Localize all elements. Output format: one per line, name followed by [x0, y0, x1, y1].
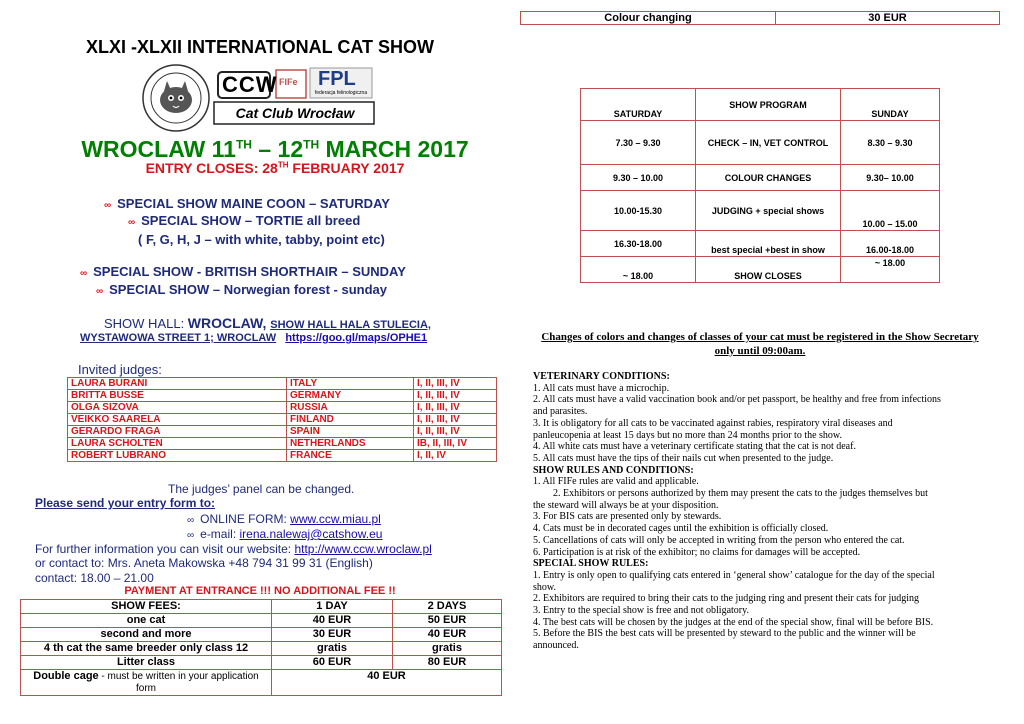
rule-line: 5. All cats must have the tips of their nails cut when presented to the judge.: [533, 452, 834, 464]
judge-country: RUSSIA: [287, 402, 414, 414]
rule-line: and parasites.: [533, 406, 588, 418]
fee-price: gratis: [393, 642, 502, 656]
entry-heading: Please send your entry form to:: [35, 496, 216, 510]
program-saturday-time: 9.30 – 10.00: [581, 165, 696, 191]
colour-changing-label: Colour changing: [521, 12, 776, 25]
rule-line: 5. Before the BIS the best cats will be presented by steward to the public and the winner will be: [533, 628, 916, 640]
program-table: [580, 88, 940, 283]
program-sunday-header: SUNDAY: [841, 89, 940, 121]
fee-price: 50 EUR: [393, 614, 502, 628]
rule-line: 1. All FIFe rules are valid and applicable.: [533, 476, 699, 488]
double-cage-label: Double cage - must be written in your application form: [21, 670, 272, 696]
special-tortie-colours: ( F, G, H, J – with white, tabby, point etc): [138, 232, 385, 247]
rules-heading: VETERINARY CONDITIONS:: [533, 371, 670, 382]
fpl-subtitle: federacja felinologiczna: [314, 90, 368, 96]
rule-line: 3. For BIS cats are presented only by stewards.: [533, 511, 722, 523]
rule-line: 1. Entry is only open to qualifying cats entered in ‘general show’ catalogue for the day of the special: [533, 569, 935, 581]
invited-judges-label: Invited judges:: [78, 362, 162, 377]
infinity-bullet-icon: ∞: [80, 268, 88, 279]
rule-line: 2. Exhibitors are required to bring their cats to the judging ring and present their cats for judging: [533, 593, 920, 605]
judge-row: [68, 378, 497, 390]
program-sunday-time: ~ 18.00: [841, 257, 940, 283]
judge-row: [68, 414, 497, 426]
program-saturday-time: 7.30 – 9.30: [581, 121, 696, 165]
program-row: [581, 121, 940, 165]
entry-closes: ENTRY CLOSES: 28TH FEBRUARY 2017: [145, 160, 405, 176]
judge-row: [68, 426, 497, 438]
program-activity: CHECK – IN, VET CONTROL: [696, 121, 841, 165]
fpl-logo-text: FPL: [318, 68, 356, 90]
rule-line: 5. Cancellations of cats will only be accepted in writing from the person who entered the cat.: [533, 534, 905, 546]
fife-logo-text: FIFe: [279, 77, 298, 87]
rule-line: 2. All cats must have a valid vaccination book and/or pet passport, be healthy and free from infections: [533, 394, 941, 406]
program-row: [581, 257, 940, 283]
ccw-logo-text: CCW: [222, 72, 278, 97]
fees-table: [20, 599, 502, 696]
program-sunday-time: 16.00-18.00: [841, 231, 940, 257]
judge-categories: IB, II, III, IV: [414, 438, 497, 450]
rule-line: show.: [533, 581, 556, 593]
judge-country: SPAIN: [287, 426, 414, 438]
rule-line: announced.: [533, 640, 579, 652]
program-activity: best special +best in show: [696, 231, 841, 257]
judge-row: [68, 450, 497, 462]
rule-line: 4. The best cats will be chosen by the judges at the end of the special show, final will be before BIS.: [533, 616, 934, 628]
rule-line: 1. All cats must have a microchip.: [533, 382, 670, 394]
rule-line: 2. Exhibitors or persons authorized by them may present the cats to the judges themselves but: [533, 488, 928, 500]
fee-category: one cat: [21, 614, 272, 628]
program-activity: COLOUR CHANGES: [696, 165, 841, 191]
judge-categories: I, II, III, IV: [414, 378, 497, 390]
program-sunday-time: 9.30– 10.00: [841, 165, 940, 191]
judge-name: VEIKKO SAARELA: [68, 414, 287, 426]
rule-line: panleucopenia at least 15 days but no more than 24 months prior to the show.: [533, 429, 843, 441]
colour-changing-price: 30 EUR: [776, 12, 1000, 25]
fee-category: 4 th cat the same breeder only class 12: [21, 642, 272, 656]
judge-categories: I, II, III, IV: [414, 414, 497, 426]
program-activity: SHOW CLOSES: [696, 257, 841, 283]
infinity-bullet-icon: ∞: [104, 200, 112, 211]
special-norwegian-forest: ∞ SPECIAL SHOW – Norwegian forest - sunday: [96, 282, 388, 297]
special-tortie: ∞ SPECIAL SHOW – TORTIE all breed: [128, 213, 361, 228]
email-line: ∞ e-mail: irena.nalewaj@catshow.eu: [187, 527, 383, 541]
program-row: [581, 231, 940, 257]
rule-line: 4. All white cats must have a veterinary certificate stating that the cat is not deaf.: [533, 441, 856, 453]
double-cage-price: 40 EUR: [272, 670, 502, 696]
fee-price: gratis: [272, 642, 393, 656]
rules-heading: SPECIAL SHOW RULES:: [533, 558, 649, 570]
rule-line: 6. Participation is at risk of the exhibitor; no claims for damages will be accepted.: [533, 546, 861, 558]
judge-country: FRANCE: [287, 450, 414, 462]
fee-price: 30 EUR: [272, 628, 393, 642]
online-form-line: ∞ ONLINE FORM: www.ccw.miau.pl: [187, 512, 381, 526]
fee-price: 40 EUR: [272, 614, 393, 628]
fee-category: second and more: [21, 628, 272, 642]
program-saturday-header: SATURDAY: [581, 89, 696, 121]
judge-name: OLGA SIZOVA: [68, 402, 287, 414]
fee-price: 60 EUR: [272, 656, 393, 670]
judge-country: FINLAND: [287, 414, 414, 426]
program-sunday-time: 8.30 – 9.30: [841, 121, 940, 165]
show-date: WROCLAW 11TH – 12TH MARCH 2017: [81, 136, 469, 162]
judge-row: [68, 438, 497, 450]
rules-section: [533, 371, 1003, 652]
judge-name: GERARDO FRAGA: [68, 426, 287, 438]
judges-table: [67, 377, 497, 462]
fees-header: SHOW FEES:: [21, 600, 272, 614]
website-link[interactable]: http://www.ccw.wroclaw.pl: [294, 542, 432, 556]
judge-row: [68, 402, 497, 414]
fee-row: [21, 656, 502, 670]
program-activity: JUDGING + special shows: [696, 191, 841, 231]
infinity-bullet-icon: ∞: [96, 286, 104, 297]
show-hall-address: WYSTAWOWA STREET 1; WROCLAW https://goo.gl/maps/OPHE1: [80, 332, 428, 344]
judge-name: BRITTA BUSSE: [68, 390, 287, 402]
rule-line: 4. Cats must be in decorated cages until the exhibition is officially closed.: [533, 523, 829, 535]
logo-group: [140, 64, 380, 132]
program-row: [581, 165, 940, 191]
infinity-bullet-icon: ∞: [128, 217, 136, 228]
special-british-shorthair: ∞ SPECIAL SHOW - BRITISH SHORTHAIR – SUNDAY: [80, 264, 406, 279]
page-title: XLXI -XLXII INTERNATIONAL CAT SHOW: [86, 37, 434, 57]
program-sunday-time: 10.00 – 15.00: [841, 191, 940, 231]
fees-header: 1 DAY: [272, 600, 393, 614]
info-line: For further information you can visit our website: http://www.ccw.wroclaw.pl: [35, 542, 432, 556]
judge-country: ITALY: [287, 378, 414, 390]
online-form-link[interactable]: www.ccw.miau.pl: [290, 512, 381, 526]
panel-note: The judges’ panel can be changed.: [168, 482, 355, 496]
colour-changing-table: [520, 11, 1000, 25]
infinity-bullet-icon: ∞: [187, 515, 195, 526]
email-link[interactable]: irena.nalewaj@catshow.eu: [239, 527, 383, 541]
contact-hours: contact: 18.00 – 21.00: [35, 571, 154, 585]
rule-line: 3. It is obligatory for all cats to be vaccinated against rabies, respiratory viral diseases and: [533, 417, 893, 429]
fee-row: [21, 614, 502, 628]
program-saturday-time: ~ 18.00: [581, 257, 696, 283]
judge-country: GERMANY: [287, 390, 414, 402]
fee-row: [21, 642, 502, 656]
fee-row: [21, 628, 502, 642]
program-heading: SHOW PROGRAM: [696, 89, 841, 121]
cat-club-logo-text: Cat Club Wrocław: [235, 105, 355, 121]
fee-category: Litter class: [21, 656, 272, 670]
judge-country: NETHERLANDS: [287, 438, 414, 450]
judge-name: LAURA BURANI: [68, 378, 287, 390]
program-saturday-time: 16.30-18.00: [581, 231, 696, 257]
special-maine-coon: ∞ SPECIAL SHOW MAINE COON – SATURDAY: [104, 196, 390, 211]
rules-heading: SHOW RULES AND CONDITIONS:: [533, 464, 694, 476]
fees-header: 2 DAYS: [393, 600, 502, 614]
changes-note: Changes of colors and changes of classes of your cat must be registered in the Show Secretary only until 09:00am.: [541, 331, 979, 357]
contact-line: or contact to: Mrs. Aneta Makowska +48 794 31 99 31 (English): [35, 556, 373, 570]
judge-row: [68, 390, 497, 402]
program-saturday-time: 10.00-15.30: [581, 191, 696, 231]
fee-price: 80 EUR: [393, 656, 502, 670]
rule-line: 3. Entry to the special show is free and not obligatory.: [533, 605, 749, 617]
hall-map-link[interactable]: https://goo.gl/maps/OPHE1: [285, 332, 428, 344]
payment-note: PAYMENT AT ENTRANCE !!! NO ADDITIONAL FEE !!: [124, 585, 396, 597]
infinity-bullet-icon: ∞: [187, 530, 195, 541]
show-hall: SHOW HALL: WROCLAW, SHOW HALL HALA STULECIA,: [104, 315, 431, 331]
judge-name: ROBERT LUBRANO: [68, 450, 287, 462]
judge-categories: I, II, III, IV: [414, 390, 497, 402]
judge-name: LAURA SCHOLTEN: [68, 438, 287, 450]
judge-categories: I, II, III, IV: [414, 402, 497, 414]
judge-categories: I, II, IV: [414, 450, 497, 462]
judge-categories: I, II, III, IV: [414, 426, 497, 438]
fee-price: 40 EUR: [393, 628, 502, 642]
program-row: [581, 191, 940, 231]
rule-line: the steward will always be at your disposition.: [533, 499, 719, 511]
